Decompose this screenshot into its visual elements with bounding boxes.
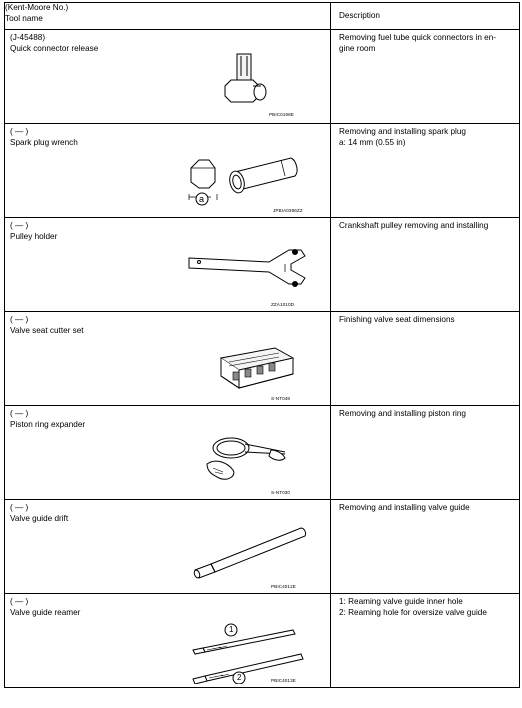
pulley-holder-icon [185,240,313,296]
tool-name-header: Tool name [5,13,43,23]
image-reference: ZZA1010D [271,302,295,307]
tool-number-header: (Kent-Moore No.) [5,3,69,12]
description-cell [331,312,520,406]
description-cell [331,500,520,594]
description-column-header: Description [331,3,520,30]
tool-number: ( — ) [10,597,29,606]
description-line: Removing fuel tube quick connectors in en- [339,33,497,42]
tool-name: Piston ring expander [10,420,86,429]
table-row [5,218,520,312]
tool-name: Valve seat cutter set [10,326,84,335]
tool-number: (J-45488) [10,33,46,42]
tool-cell [5,124,331,218]
tool-name: Spark plug wrench [10,138,78,147]
description-line: Removing and installing piston ring [339,409,466,418]
callout-label: a [199,194,205,204]
description-line: 1: Reaming valve guide inner hole [339,597,463,606]
description-line: a: 14 mm (0.55 in) [339,137,406,147]
description-cell [331,406,520,500]
image-reference: PBIC0198E [269,112,294,117]
tool-cell [5,312,331,406]
image-reference: S-NT030 [271,490,291,495]
description-line: Crankshaft pulley removing and installing [339,221,489,230]
tool-name: Quick connector release [10,44,99,53]
image-reference: JPBIA0396ZZ [273,208,303,213]
table-row [5,312,520,406]
tool-number: ( — ) [10,409,29,418]
description-line: 2: Reaming hole for oversize valve guide [339,607,487,617]
tool-number: ( — ) [10,503,29,512]
table-header-row [5,3,520,30]
tool-number: ( — ) [10,221,29,230]
description-line: Removing and installing valve guide [339,503,470,512]
tool-cell [5,594,331,688]
image-reference: PBIC4013E [271,678,296,683]
description-line: Finishing valve seat dimensions [339,315,455,324]
description-cell [331,594,520,688]
tool-name: Valve guide drift [10,514,69,523]
tool-number: ( — ) [10,315,29,324]
table-row [5,594,520,688]
tool-cell [5,30,331,124]
quick-connector-release-icon [215,50,277,112]
description-cell [331,218,520,312]
tool-cell [5,218,331,312]
tool-name: Pulley holder [10,232,58,241]
tool-column-header [5,3,331,30]
image-reference: PBIC4012E [271,584,296,589]
tool-cell [5,406,331,500]
description-line: Removing and installing spark plug [339,127,466,136]
image-reference: S-NT048 [271,396,291,401]
table-row [5,124,520,218]
callout-label: 2 [237,673,242,682]
valve-guide-reamer-icon [187,614,315,684]
description-cell [331,124,520,218]
callout-label: 1 [229,625,234,634]
tool-name: Valve guide reamer [10,608,81,617]
special-tools-table [4,2,520,688]
description-cell [331,30,520,124]
valve-seat-cutter-set-icon [215,342,299,394]
table-row [5,500,520,594]
tool-cell [5,500,331,594]
tool-number: ( — ) [10,127,29,136]
description-line: gine room [339,43,376,53]
valve-guide-drift-icon [189,520,313,582]
table-row [5,406,520,500]
piston-ring-expander-icon [201,424,293,488]
table-row [5,30,520,124]
